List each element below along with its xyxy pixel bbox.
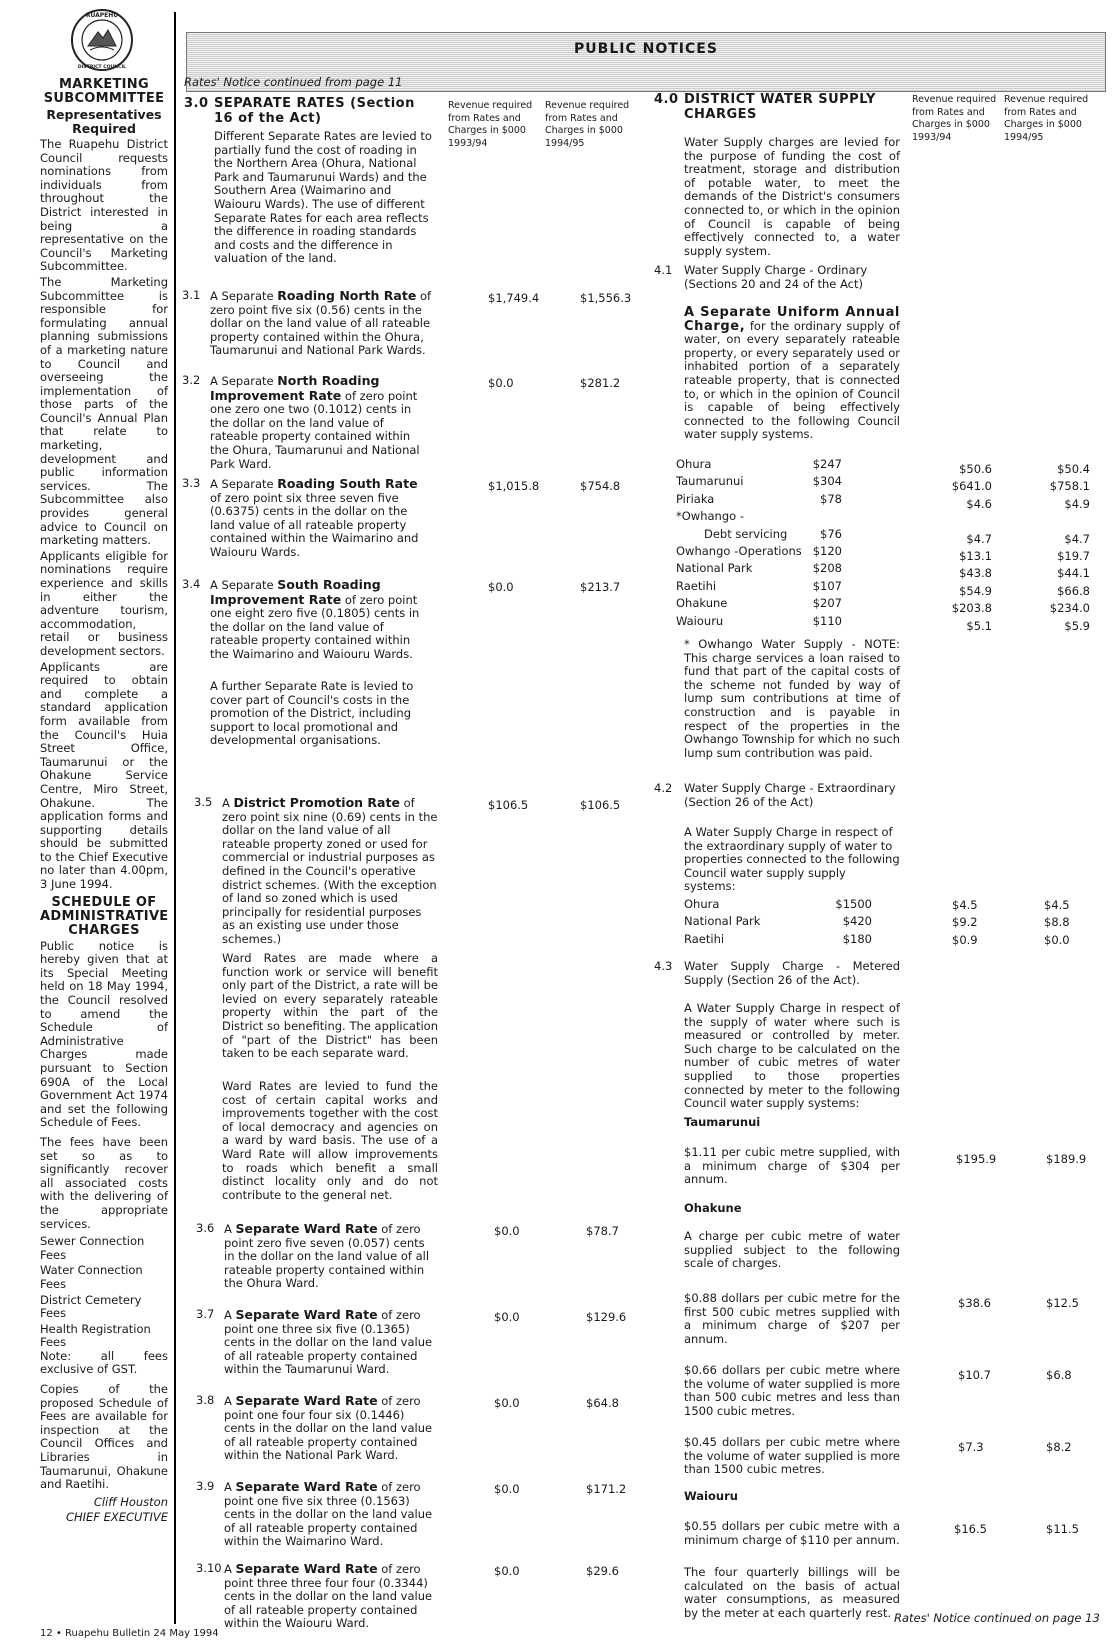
value-1994: $29.6 — [586, 1564, 619, 1578]
waiouru-heading: Waiouru — [684, 1489, 738, 1503]
item-text — [224, 1308, 438, 1377]
supply-name: Waiouru — [676, 613, 724, 628]
value-1994: $106.5 — [580, 798, 621, 812]
value-1993: $0.0 — [494, 1396, 520, 1410]
uniform-charge-text: for the ordinary supply of water, on every separately rateable property, or every separately used or inhabited portion of a separately rateable property, that is connected to, or which in the opinion of Council is capable of being effectively connected to the following Council water supply systems. — [684, 318, 900, 442]
value-1994: $758.1 — [1049, 479, 1090, 494]
fee-item: Sewer Connection Fees — [40, 1234, 145, 1262]
item-text — [222, 796, 438, 947]
supply-charge: $208 — [812, 561, 842, 576]
value-1993: $1,749.4 — [488, 291, 540, 305]
item-text — [210, 477, 432, 560]
value-1993: $0.0 — [494, 1482, 520, 1496]
value-1994: $64.8 — [586, 1396, 619, 1410]
page-footer: 12 • Ruapehu Bulletin 24 May 1994 — [40, 1628, 219, 1639]
supply-charge: $110 — [812, 613, 842, 628]
waiouru-text: $0.55 dollars per cubic metre with a minimum charge of $110 per annum. — [684, 1519, 900, 1547]
value-1993: $0.9 — [952, 932, 978, 947]
supply-name: Debt servicing — [704, 526, 788, 541]
value-1993: $38.6 — [958, 1296, 991, 1310]
value-1994: $754.8 — [580, 479, 621, 493]
fees-note: Note: all fees exclusive of GST. — [40, 1348, 168, 1377]
supply-name: Owhango -Operations — [676, 544, 802, 558]
promotion-intro: A further Separate Rate is levied to cover part of Council's costs in the promotion of the District, including support to local promotional and developmental organisations. — [210, 679, 414, 748]
value-1993: $0.0 — [494, 1564, 520, 1578]
item-number: 3.1 — [182, 288, 201, 302]
column-header-1993: Revenue required from Rates and Charges in $000 1993/94 — [448, 100, 533, 149]
supply-name: Raetihi — [684, 931, 725, 946]
item-text-body: of zero point one four four six (0.1446) cents in the dollar on the land value of all rateable property contained within the National Park Ward. — [224, 1394, 433, 1463]
value-1993: $9.2 — [952, 915, 978, 930]
item-number: 3.2 — [182, 373, 201, 387]
value-1994: $234.0 — [1049, 601, 1090, 616]
supply-charge: $247 — [812, 457, 842, 471]
item-number: 3.10 — [196, 1561, 222, 1575]
rate-name: North Roading Improvement Rate — [210, 373, 380, 403]
item-text-body: of zero point one three six five (0.1365) cents in the dollar on the land value of all rateable property contained within the Taumarunui Ward. — [224, 1308, 433, 1377]
item-text-lead: A — [224, 1308, 236, 1322]
sidebar-paragraph: Copies of the proposed Schedule of Fees are available for inspection at the Council Offices and Libraries in Taumarunui, Ohakune and Raetihi. — [40, 1382, 168, 1492]
rate-name: South Roading Improvement Rate — [210, 577, 381, 607]
item-number: 3.7 — [196, 1307, 215, 1321]
supply-charge: $78 — [820, 491, 842, 506]
rate-name: Separate Ward Rate — [235, 1561, 378, 1576]
section-text — [684, 306, 900, 442]
value-1993: $13.1 — [959, 549, 992, 563]
value-1993: $50.6 — [959, 462, 992, 476]
rate-name: Separate Ward Rate — [235, 1307, 378, 1322]
supply-name: National Park — [684, 914, 761, 929]
value-1994: $171.2 — [586, 1482, 627, 1496]
rate-name: Roading South Rate — [277, 476, 418, 491]
owhango-note: * Owhango Water Supply - NOTE: This charge services a loan raised to fund that part of the capital costs of the scheme not funded by way of lump sum contributions at time of construction and is payable in respect of the properties in the Owhango Township for which no such lump sum contribution was paid. — [684, 637, 900, 760]
item-number: 3.9 — [196, 1479, 215, 1493]
value-1994: $4.9 — [1064, 496, 1090, 511]
supply-charge: $107 — [812, 578, 842, 593]
sidebar — [40, 78, 168, 1526]
representatives-heading: Representatives Required — [46, 107, 162, 136]
signature-name: Cliff Houston — [93, 1494, 168, 1509]
supply-name: *Owhango - — [676, 509, 744, 524]
value-1993: $0.0 — [494, 1310, 520, 1324]
supply-charge: $304 — [812, 474, 842, 489]
supply-name: Ohura — [684, 897, 720, 911]
item-text-body: of zero point five six (0.56) cents in the dollar on the land value of all rateable property contained within the Ohura, Taumarunui and National Park Wards. — [210, 289, 432, 358]
section-title: SEPARATE RATES (Section 16 of the Act) — [214, 96, 415, 126]
value-1994: $44.1 — [1057, 566, 1090, 581]
rate-name: Separate Ward Rate — [235, 1479, 378, 1494]
supply-charge: $180 — [842, 931, 872, 946]
column-header-1994: Revenue required from Rates and Charges in $000 1994/95 — [1004, 94, 1089, 143]
value-1993: $1,015.8 — [488, 479, 540, 493]
item-number: 3.5 — [194, 795, 213, 809]
section-text: A Water Supply Charge in respect of the supply of water where such is measured or controlled by meter. Such charge to be calculated on the number of cubic metres of water supplied to those properties connected by meter to the following Council water supply systems: — [684, 1001, 900, 1111]
item-text-body: of zero point three three four four (0.3344) cents in the dollar on the land value of all rateable property contained within the Waiouru Ward. — [224, 1562, 433, 1631]
value-1993: $10.7 — [958, 1368, 991, 1382]
uniform-charge-label: A Separate Uniform Annual Charge, — [684, 305, 900, 334]
value-1993: $4.5 — [952, 898, 978, 912]
section-text: Water Supply charges are levied for the purpose of funding the cost of treatment, storage and distribution of potable water, to meet the demands of the District's consumers connected to, or which in the opinion of Council is capable of being effectively connected to, a water supply system. — [684, 135, 900, 258]
item-text — [224, 1394, 438, 1463]
ward-paragraph: Ward Rates are made where a function work or service will benefit only part of the District, a rate will be levied on every separately rateable property within the part of the District so benefiting. The application of "part of the District" has been taken to be each separate ward. — [222, 951, 438, 1061]
ohakune-text: A charge per cubic metre of water supplied subject to the following scale of charges. — [684, 1229, 900, 1271]
value-1994: $50.4 — [1057, 462, 1090, 476]
sidebar-paragraph: Public notice is hereby given that at its Special Meeting held on 18 May 1994, the Council resolved to amend the Schedule of Administrative Charges made pursuant to Section 690A of the Local Government Act 1974 and set the following Schedule of Fees. — [40, 938, 168, 1130]
value-1993: $641.0 — [951, 479, 992, 494]
value-1993: $54.9 — [959, 583, 992, 598]
value-1994: $66.8 — [1057, 583, 1090, 598]
item-text — [224, 1480, 438, 1549]
item-text-lead: A Separate — [210, 578, 278, 592]
item-text-lead: A — [224, 1222, 236, 1236]
item-text-body: of zero point six nine (0.69) cents in the dollar on the land value of all rateable property zoned or used for commercial or industrial purposes as defined in the Council's operative district schemes. (With the exception of land so zoned which is used principally for residential purposes as an existing use under those schemes.) — [222, 796, 438, 946]
value-1994: $5.9 — [1064, 618, 1090, 633]
signature-title: CHIEF EXECUTIVE — [65, 1509, 168, 1524]
section-number: 3.0 — [184, 96, 209, 111]
value-1994: $78.7 — [586, 1224, 619, 1238]
value-1994: $8.2 — [1046, 1440, 1072, 1454]
item-text-body: of zero point one eight zero five (0.1805) cents in the dollar on the land value of rateable property contained within the Waimarino and Waiouru Wards. — [210, 592, 420, 661]
value-1993: $43.8 — [959, 566, 992, 581]
supply-charge: $420 — [842, 914, 872, 929]
fee-item: Health Registration Fees — [40, 1321, 151, 1350]
item-text-lead: A — [224, 1480, 236, 1494]
value-1994: $0.0 — [1044, 932, 1070, 947]
item-number: 3.4 — [182, 577, 201, 591]
section-text: Different Separate Rates are levied to partially fund the cost of roading in the Northern Area (Ohura, National Park and Taumarunui Wards) and the Southern Area (Waimarino and Waiouru Wards). The use of different Separate Rates for each area reflects the difference in roading standards and costs and the difference in valuation of the land. — [214, 129, 432, 266]
item-number: 3.8 — [196, 1393, 215, 1407]
supply-charge: $76 — [820, 526, 842, 541]
item-number: 3.6 — [196, 1221, 215, 1235]
supply-name: National Park — [676, 561, 753, 576]
continued-from: Rates' Notice continued from page 11 — [184, 75, 403, 89]
supply-charge: $207 — [812, 596, 842, 611]
item-text-lead: A — [222, 796, 234, 810]
value-1993: $5.1 — [966, 618, 992, 633]
supply-charge: $1500 — [835, 897, 872, 911]
value-1993: $106.5 — [488, 798, 529, 812]
section-number: 4.0 — [654, 92, 679, 107]
value-1994: $8.8 — [1044, 915, 1070, 930]
item-text — [210, 374, 432, 471]
fee-item: District Cemetery Fees — [40, 1292, 142, 1321]
value-1994: $4.5 — [1044, 898, 1070, 912]
scale-text: $0.66 dollars per cubic metre where the volume of water supplied is more than 500 cubic metres and less than 1500 cubic metres. — [684, 1363, 900, 1418]
council-logo — [70, 8, 134, 72]
supply-name: Raetihi — [676, 578, 717, 593]
value-1993: $16.5 — [954, 1522, 987, 1536]
supply-charge: $120 — [812, 544, 842, 558]
column-header-1993: Revenue required from Rates and Charges in $000 1993/94 — [912, 94, 997, 143]
value-1993: $0.0 — [488, 580, 514, 594]
item-text-lead: A Separate — [210, 477, 278, 491]
rate-name: District Promotion Rate — [233, 795, 400, 810]
section-title: Water Supply Charge - Metered Supply (Section 26 of the Act). — [684, 959, 900, 987]
item-text-lead: A Separate — [210, 289, 278, 303]
taumarunui-text: $1.11 per cubic metre supplied, with a minimum charge of $304 per annum. — [684, 1145, 900, 1187]
item-text-body: of zero point six three seven five (0.6375) cents in the dollar on the land value of all rateable property contained within the Waimarino and Waiouru Wards. — [210, 490, 419, 559]
value-1993: $195.9 — [956, 1152, 997, 1166]
value-1994: $12.5 — [1046, 1296, 1079, 1310]
item-text-lead: A Separate — [210, 374, 278, 388]
billing-text: The four quarterly billings will be calculated on the basis of actual water consumptions, as measured by the meter at each quarterly rest. — [684, 1565, 900, 1620]
item-text — [224, 1222, 438, 1291]
banner-title: PUBLIC NOTICES — [574, 41, 718, 57]
sidebar-paragraph: Applicants eligible for nominations require experience and skills in either the adventure tourism, accommodation, retail or business development sectors. — [40, 548, 168, 658]
section-title: DISTRICT WATER SUPPLY CHARGES — [684, 92, 876, 122]
column-header-1994: Revenue required from Rates and Charges in $000 1994/95 — [545, 100, 630, 149]
item-text-lead: A — [224, 1562, 236, 1576]
sidebar-paragraph: The Ruapehu District Council requests nominations from individuals from throughout the District interested in being a representative on the Council's Marketing Subcommittee. — [40, 137, 168, 274]
fee-item: Water Connection Fees — [40, 1263, 143, 1291]
rate-name: Separate Ward Rate — [235, 1221, 378, 1236]
section-title: Water Supply Charge - Extraordinary (Section 26 of the Act) — [684, 781, 896, 809]
section-title: Water Supply Charge - Ordinary (Sections 20 and 24 of the Act) — [684, 263, 868, 291]
scale-text: $0.45 dollars per cubic metre where the volume of water supplied is more than 1500 cubic metres. — [684, 1435, 900, 1477]
schedule-heading: SCHEDULE OF ADMINISTRATIVE CHARGES — [40, 894, 169, 938]
continued-on: Rates' Notice continued on page 13 — [894, 1611, 1100, 1625]
value-1994: $1,556.3 — [580, 291, 632, 305]
value-1993: $4.7 — [966, 531, 992, 546]
column-divider — [174, 12, 176, 1624]
council-seal-icon — [70, 8, 134, 72]
value-1994: $281.2 — [580, 376, 621, 390]
svg-text:DISTRICT COUNCIL: DISTRICT COUNCIL — [77, 65, 127, 70]
scale-text: $0.88 dollars per cubic metre for the first 500 cubic metres supplied with a minimum charge of $207 per annum. — [684, 1291, 900, 1346]
ward-paragraph: Ward Rates are levied to fund the cost of certain capital works and improvements together with the cost of local democracy and agencies on a ward by ward basis. The use of a Ward Rate will allow improvements to roads which benefit a small distinct locality only and do not contribute to the general net. — [222, 1079, 438, 1202]
value-1994: $4.7 — [1064, 531, 1090, 546]
section-text: A Water Supply Charge in respect of the extraordinary supply of water to properties connected to the following Council water supply supply systems: — [684, 825, 900, 894]
value-1993: $4.6 — [966, 496, 992, 511]
taumarunui-heading: Taumarunui — [684, 1115, 761, 1129]
value-1994: $129.6 — [586, 1310, 627, 1324]
value-1993: $203.8 — [951, 601, 992, 616]
value-1994: $11.5 — [1046, 1522, 1079, 1536]
item-text-body: of zero point zero five seven (0.057) cents in the dollar on the land value of all rateable property contained within the Ohura Ward. — [224, 1222, 430, 1291]
value-1993: $0.0 — [488, 376, 514, 390]
value-1994: $213.7 — [580, 580, 621, 594]
marketing-heading: MARKETING SUBCOMMITTEE — [43, 77, 165, 106]
item-text — [210, 578, 432, 662]
svg-text:RUAPEHU: RUAPEHU — [85, 12, 119, 19]
rate-name: Separate Ward Rate — [235, 1393, 378, 1408]
value-1993: $0.0 — [494, 1224, 520, 1238]
supply-name: Taumarunui — [676, 474, 744, 489]
section-number: 4.3 — [654, 959, 673, 973]
supply-name: Ohura — [676, 457, 712, 471]
value-1994: $6.8 — [1046, 1368, 1072, 1382]
item-text — [224, 1562, 438, 1631]
supply-name: Ohakune — [676, 596, 728, 611]
item-text-body: of zero point one five six three (0.1563) cents in the dollar on the land value of all rateable property contained within the Waimarino Ward. — [224, 1480, 433, 1549]
value-1994: $19.7 — [1057, 549, 1090, 563]
value-1993: $7.3 — [958, 1440, 984, 1454]
rate-name: Roading North Rate — [277, 288, 417, 303]
sidebar-paragraph: The Marketing Subcommittee is responsible for formulating annual planning submissions of a marketing nature to Council and overseeing the implementation of those parts of the Council's Annual Plan that relate to marketing, development and public information services. The Subcommittee also provides general advice to Council on marketing matters. — [40, 274, 168, 548]
item-text — [210, 289, 432, 358]
sidebar-paragraph: Applicants are required to obtain and complete a standard application form available from the Council's Huia Street Office, Taumarunui or the Ohakune Service Centre, Miro Street, Ohakune. The application forms and supporting details should be submitted to the Chief Executive no later than 4.00pm, 3 June 1994. — [40, 659, 168, 892]
supply-name: Piriaka — [676, 491, 715, 506]
ohakune-heading: Ohakune — [684, 1201, 742, 1215]
section-number: 4.2 — [654, 781, 673, 795]
value-1994: $189.9 — [1046, 1152, 1087, 1166]
item-text-body: of zero point one zero one two (0.1012) cents in the dollar on the land value of rateable property contained within the Ohura, Taumarunui and National Park Ward. — [210, 388, 420, 471]
item-number: 3.3 — [182, 476, 201, 490]
section-number: 4.1 — [654, 263, 673, 277]
item-text-lead: A — [224, 1394, 236, 1408]
sidebar-paragraph: The fees have been set so as to significantly recover all associated costs with the delivering of the appropriate services. — [40, 1134, 168, 1231]
